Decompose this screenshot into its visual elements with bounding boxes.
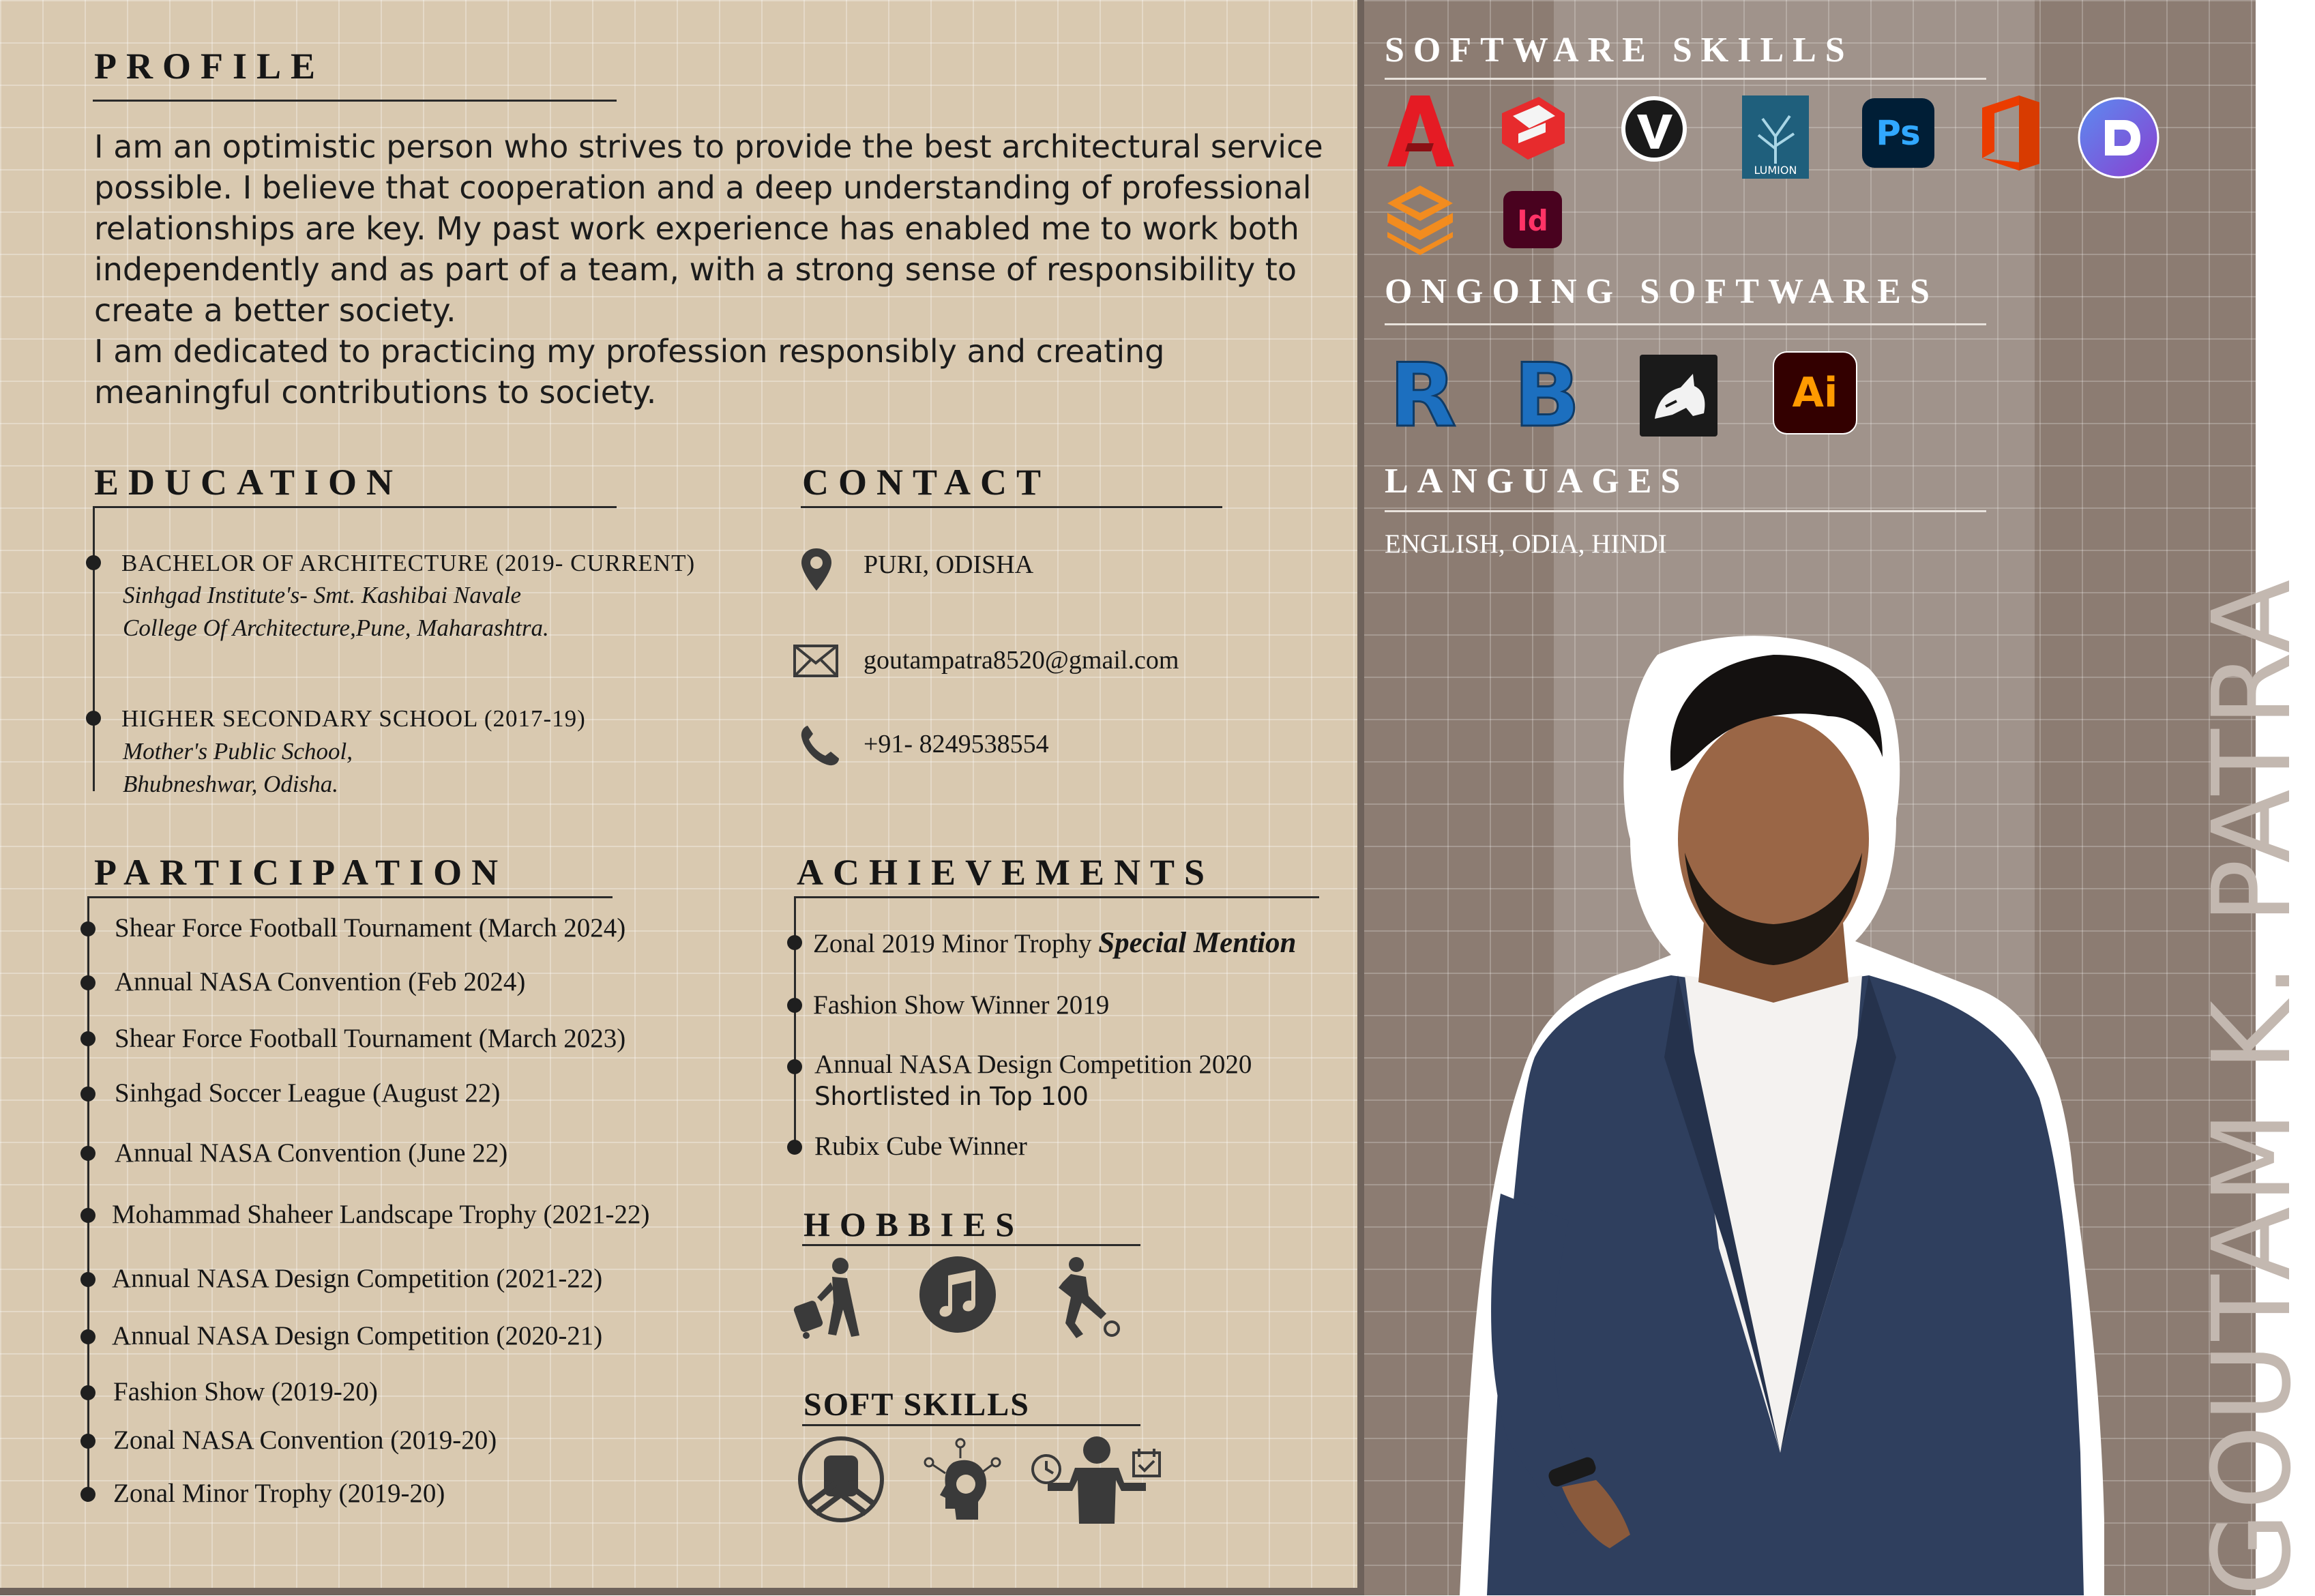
- achievement-item: [813, 926, 1296, 960]
- traveller-icon: [791, 1255, 866, 1340]
- education-dot: [86, 711, 101, 726]
- profile-paragraph-1: I am an optimistic person who strives to provide the best architectural service possible. I believe that cooperation and a deep understanding of professional relationships are key. My past work experience has enabled me to work both independently and as part of a team, with a strong sense of responsibility to create a better society.: [94, 128, 1323, 329]
- participation-rule: [87, 896, 613, 898]
- languages-list: ENGLISH, ODIA, HINDI: [1385, 529, 1667, 559]
- participation-item: Annual NASA Design Competition (2021-22): [112, 1264, 603, 1293]
- participation-item: Zonal Minor Trophy (2019-20): [113, 1479, 445, 1508]
- participation-dot: [80, 1208, 95, 1223]
- education-heading: EDUCATION: [94, 462, 403, 503]
- time-management-icon: [1030, 1435, 1164, 1524]
- profile-paragraph-2: I am dedicated to practicing my profession responsibly and creating meaningful contributions to society.: [94, 333, 1165, 411]
- participation-dot: [80, 1272, 95, 1287]
- participation-item: Sinhgad Soccer League (August 22): [115, 1078, 501, 1108]
- education-location: College Of Architecture,Pune, Maharashtra.: [123, 615, 549, 641]
- bim-label: B: [1514, 345, 1580, 447]
- achievement-dot: [787, 998, 802, 1013]
- enscape-icon: [1385, 183, 1456, 256]
- indesign-label: Id: [1517, 204, 1548, 237]
- contact-phone[interactable]: +91- 8249538554: [864, 730, 1049, 758]
- illustrator-label: Ai: [1792, 369, 1838, 417]
- achievement-item: Rubix Cube Winner: [814, 1132, 1027, 1161]
- vertical-name: GOUTAM K. PATRA: [2189, 576, 2315, 1596]
- portrait-photo: [1460, 634, 2121, 1595]
- lumion-icon: [1742, 95, 1809, 179]
- phone-icon: [799, 724, 840, 767]
- participation-dot: [80, 1087, 95, 1102]
- education-dot: [86, 555, 101, 570]
- sketchup-icon: [1498, 93, 1569, 164]
- education-title: HIGHER SECONDARY SCHOOL (2017-19): [121, 705, 586, 732]
- contact-heading: CONTACT: [802, 462, 1051, 503]
- indesign-icon: [1502, 190, 1563, 250]
- envelope-icon: [793, 644, 839, 678]
- achievements-timeline: [794, 896, 796, 1150]
- contact-email[interactable]: goutampatra8520@gmail.com: [864, 646, 1179, 675]
- panel-divider: [1357, 0, 1364, 1595]
- music-icon: [918, 1255, 997, 1334]
- participation-dot: [80, 1146, 95, 1161]
- education-location: Bhubneshwar, Odisha.: [123, 771, 338, 797]
- soft-skills-heading: SOFT SKILLS: [803, 1387, 1030, 1423]
- profile-rule: [93, 100, 617, 102]
- achievements-rule: [794, 896, 1319, 898]
- participation-dot: [80, 1031, 95, 1046]
- contact-rule: [801, 506, 1222, 508]
- teamwork-icon: [795, 1435, 887, 1524]
- participation-dot: [80, 921, 95, 936]
- ms-office-icon: [1977, 94, 2045, 172]
- photoshop-icon: [1861, 97, 1936, 169]
- creative-thinking-icon: [915, 1435, 1007, 1524]
- education-institute: Mother's Public School,: [123, 738, 353, 765]
- achievement-item: Fashion Show Winner 2019: [813, 990, 1110, 1020]
- d5-render-icon: [2076, 95, 2161, 180]
- software-skills-heading: SOFTWARE SKILLS: [1385, 31, 1854, 70]
- achievements-heading: ACHIEVEMENTS: [797, 852, 1215, 893]
- software-skills-rule: [1385, 78, 1986, 80]
- ongoing-softwares-rule: [1385, 323, 1986, 325]
- football-player-icon: [1048, 1255, 1123, 1340]
- achievement-dot: [787, 1140, 802, 1155]
- soft-skills-rule: [802, 1424, 1140, 1426]
- achievement-item: Annual NASA Design Competition 2020: [814, 1050, 1252, 1079]
- participation-item: Shear Force Football Tournament (March 2024): [115, 913, 626, 943]
- participation-item: Zonal NASA Convention (2019-20): [113, 1425, 497, 1455]
- achievement-mention: Special Mention: [1098, 927, 1297, 959]
- languages-rule: [1385, 510, 1986, 512]
- vray-icon: [1618, 93, 1690, 165]
- hobbies-rule: [802, 1244, 1140, 1246]
- achievement-item-text: Zonal 2019 Minor Trophy: [813, 929, 1092, 958]
- participation-item: Fashion Show (2019-20): [113, 1377, 378, 1406]
- education-title: BACHELOR OF ARCHITECTURE (2019- CURRENT): [121, 550, 696, 576]
- participation-heading: PARTICIPATION: [94, 852, 508, 893]
- participation-item: Mohammad Shaheer Landscape Trophy (2021-22): [112, 1200, 650, 1229]
- participation-dot: [80, 1487, 95, 1502]
- revit-label: R: [1389, 345, 1457, 447]
- hobbies-heading: HOBBIES: [803, 1205, 1024, 1243]
- participation-item: Annual NASA Convention (Feb 2024): [115, 967, 526, 996]
- participation-dot: [80, 1329, 95, 1344]
- autocad-icon: [1385, 93, 1456, 169]
- profile-text: [94, 126, 1342, 413]
- location-pin-icon: [799, 547, 834, 592]
- achievement-subtext: Shortlisted in Top 100: [814, 1082, 1089, 1111]
- participation-dot: [80, 1434, 95, 1449]
- participation-dot: [80, 975, 95, 990]
- illustrator-icon: [1772, 351, 1858, 435]
- bim-icon: [1513, 345, 1588, 447]
- languages-heading: LANGUAGES: [1385, 462, 1690, 501]
- contact-location: PURI, ODISHA: [864, 550, 1034, 579]
- bottom-bar: [0, 1588, 1363, 1595]
- achievement-dot: [787, 1059, 802, 1074]
- participation-item: Shear Force Football Tournament (March 2023): [115, 1024, 626, 1053]
- achievement-dot: [787, 935, 802, 950]
- education-institute: Sinhgad Institute's- Smt. Kashibai Navale: [123, 582, 521, 608]
- participation-item: Annual NASA Design Competition (2020-21): [112, 1321, 603, 1350]
- participation-item: Annual NASA Convention (June 22): [115, 1138, 508, 1168]
- profile-heading: PROFILE: [94, 46, 325, 87]
- education-timeline: [93, 506, 95, 791]
- lumion-label: LUMION: [1754, 164, 1797, 177]
- participation-dot: [80, 1385, 95, 1400]
- education-rule: [93, 506, 617, 508]
- rhino-icon: [1638, 353, 1719, 438]
- ongoing-softwares-heading: ONGOING SOFTWARES: [1385, 272, 1938, 311]
- photoshop-label: Ps: [1876, 113, 1921, 153]
- revit-icon: [1389, 345, 1464, 447]
